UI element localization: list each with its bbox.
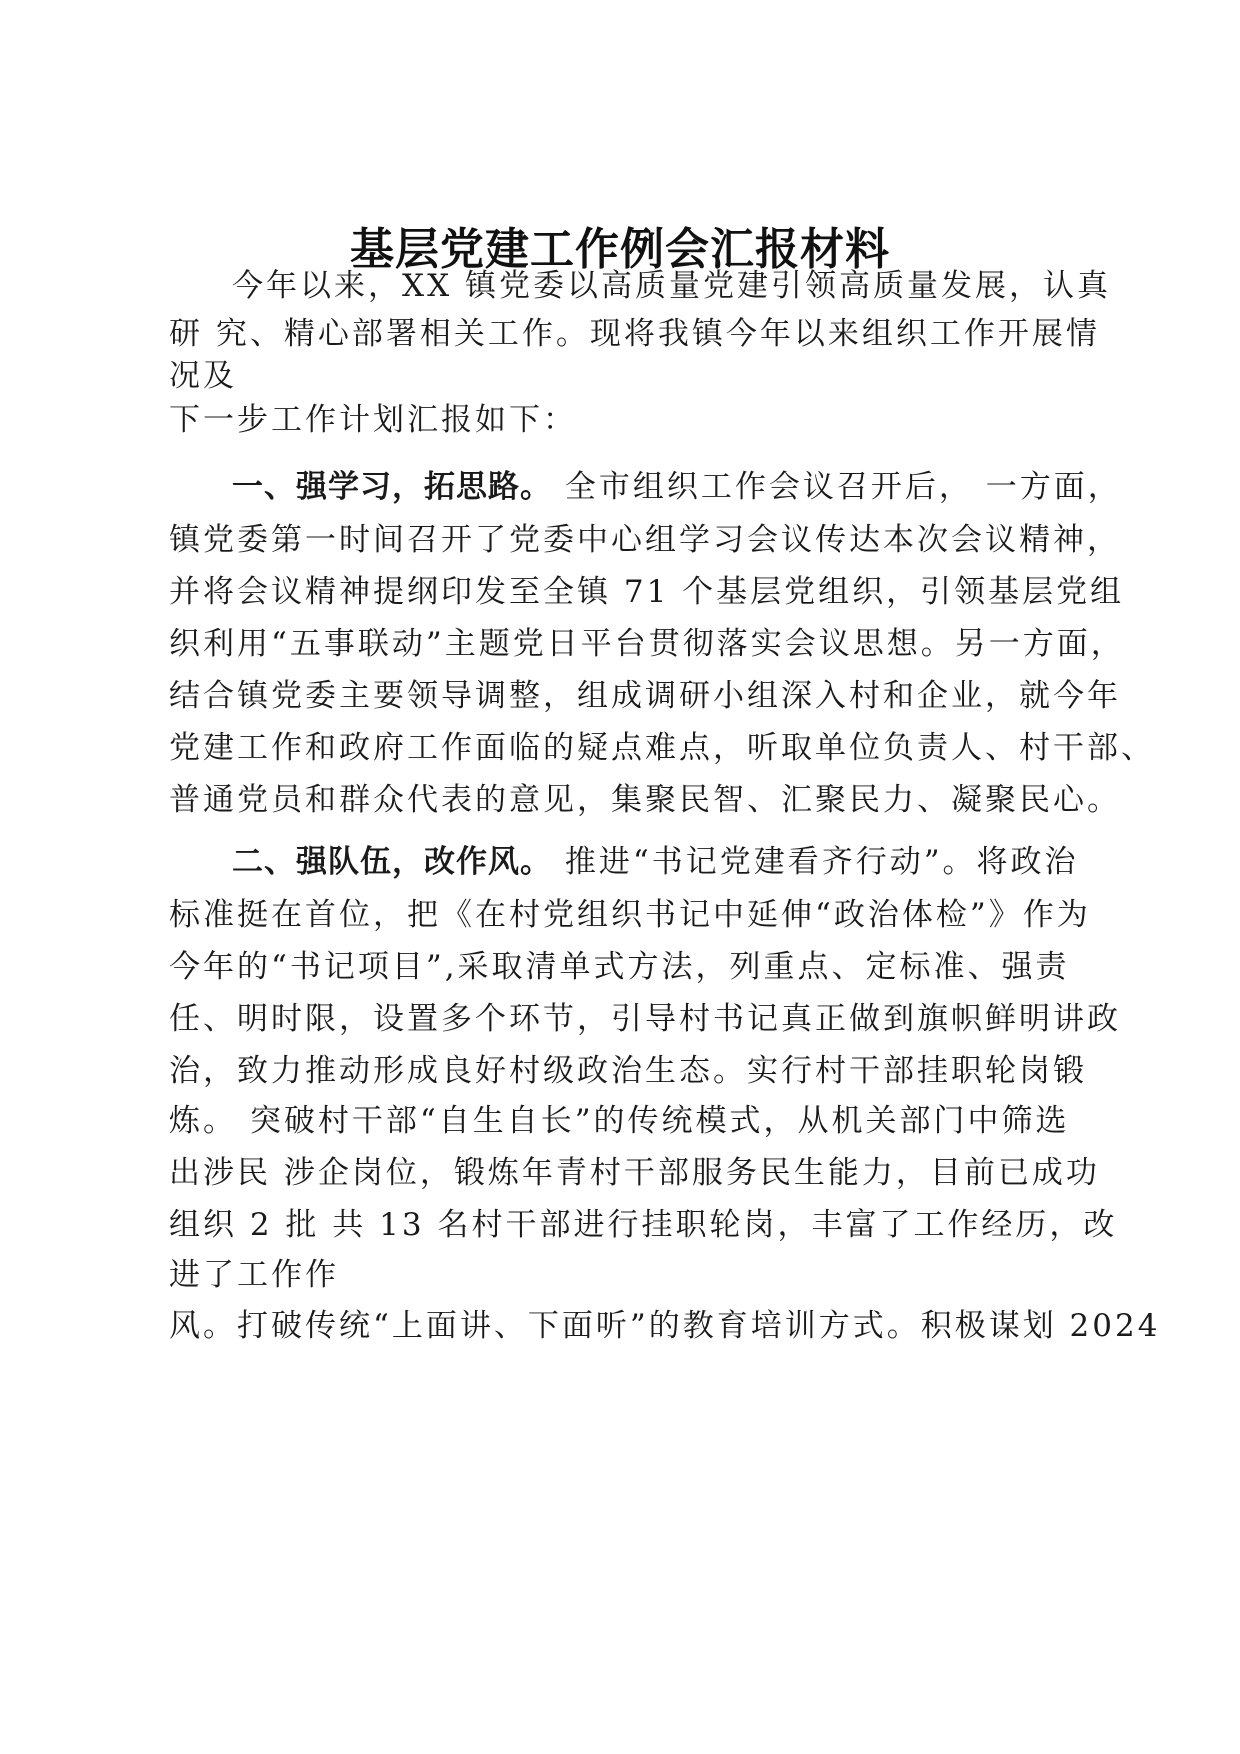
paragraph-line [169,1153,1100,1193]
line-text: 组织 2 批 共 13 名村干部进行挂职轮岗，丰富了工作经历，改 [169,1207,1118,1243]
line-text: 并将会议精神提纲印发至全镇 71 个基层党组织，引领基层党组 [169,574,1125,610]
line-text: 研 究、精心部署相关工作。现将我镇今年以来组织工作开展情 [169,316,1100,352]
paragraph-line [169,1306,1161,1346]
line-text: 今年以来，XX 镇党委以高质量党建引领高质量发展，认真 [232,268,1111,304]
line-text: 炼。 突破村干部“自生自长”的传统模式，从机关部门中筛选 [169,1103,1070,1139]
section-heading: 二、强队伍，改作风。 [232,844,552,880]
document-title: 基层党建工作例会汇报材料 [350,224,890,275]
paragraph-line [169,400,1089,440]
line-text: 全市组织工作会议召开后， 一方面， [552,469,1122,505]
line-text: 治，致力推动形成良好村级政治生态。实行村干部挂职轮岗锻 [169,1053,1087,1089]
paragraph-line [169,356,1089,396]
paragraph-line [169,1255,1089,1295]
paragraph-line [169,1101,1089,1141]
line-text: 推进“书记党建看齐行动”。将政治 [552,844,1079,880]
line-text: 普通党员和群众代表的意见，集聚民智、汇聚民力、凝聚民心。 [169,782,1121,818]
paragraph-line [169,728,1155,768]
line-text: 进了工作作 [169,1257,339,1293]
section-heading: 一、强学习，拓思路。 [232,469,552,505]
line-text: 下一步工作计划汇报如下： [169,402,577,438]
line-text: 结合镇党委主要领导调整，组成调研小组深入村和企业，就今年 [169,678,1121,714]
line-text: 风。打破传统“上面讲、下面听”的教育培训方式。积极谋划 2024 [169,1308,1161,1344]
paragraph-line [169,1205,1118,1245]
paragraph-line [169,624,1125,664]
paragraph-line [232,266,1152,306]
line-text: 标准挺在首位，把《在村党组织书记中延伸“政治体检”》作为 [169,897,1091,933]
line-text: 党建工作和政府工作面临的疑点难点，听取单位负责人、村干部、 [169,730,1155,766]
paragraph-line [169,999,1121,1039]
paragraph-line [169,676,1121,716]
line-text: 出涉民 涉企岗位，锻炼年青村干部服务民生能力，目前已成功 [169,1155,1100,1191]
line-text: 况及 [169,358,237,394]
line-text: 镇党委第一时间召开了党委中心组学习会议传达本次会议精神， [169,522,1121,558]
line-text: 今年的“书记项目”,采取清单式方法，列重点、定标准、强责 [169,949,1070,985]
paragraph-line [169,314,1100,354]
line-text: 织利用“五事联动”主题党日平台贯彻落实会议思想。另一方面， [169,626,1125,662]
paragraph-line [169,895,1089,935]
paragraph-line [169,780,1121,820]
paragraph-line [169,1051,1089,1091]
paragraph-line [232,842,1152,882]
paragraph-line [169,572,1125,612]
line-text: 任、明时限，设置多个环节，引导村书记真正做到旗帜鲜明讲政 [169,1001,1121,1037]
paragraph-line [169,947,1089,987]
paragraph-line [232,467,1152,507]
paragraph-line [169,520,1121,560]
